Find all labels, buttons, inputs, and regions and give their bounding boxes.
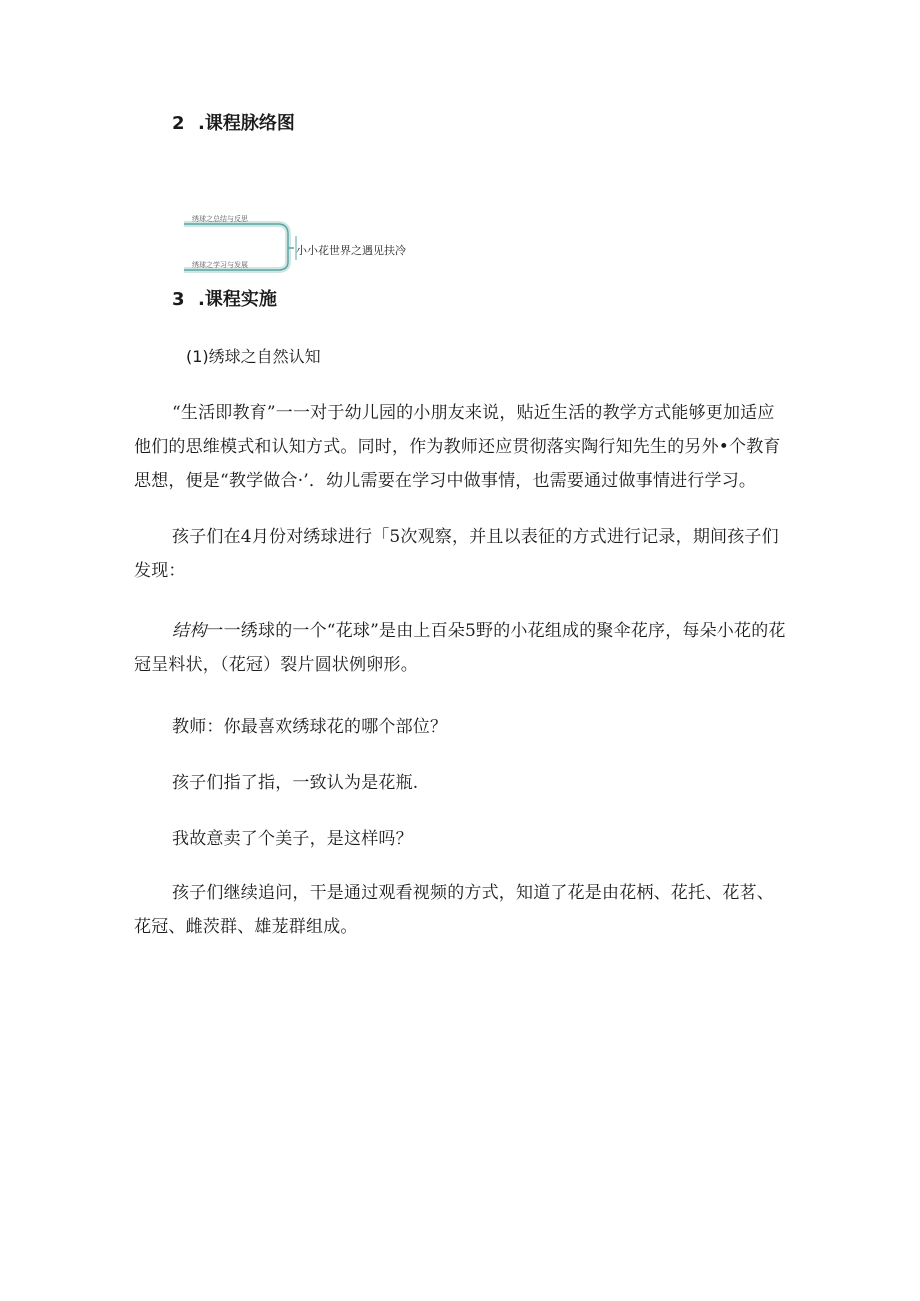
section-3-title: .课程实施	[198, 289, 277, 310]
diagram-center-node: 小小花世界之遇见扶冷	[296, 244, 406, 257]
structure-lead: 结构	[172, 621, 207, 641]
structure-text: 一一绣球的一个“花球”是由上百朵5野的小花组成的聚伞花序，每朵小花的花冠呈料状，（花冠）裂片圆状例卵形。	[134, 621, 786, 675]
paragraph-teacher-tease: 我故意卖了个美子，是这样吗？	[172, 829, 413, 849]
diagram-branch-top: 绣球之总结与反思	[192, 215, 248, 223]
section-2-heading	[172, 112, 295, 136]
subsection-1-heading: (1)绣球之自然认知	[186, 347, 321, 366]
paragraph-structure	[134, 614, 790, 682]
paragraph-life-education: “生活即教育”一一对于幼儿园的小朋友来说，贴近生活的教学方式能够更加适应他们的思维模式和认知方式。同时，作为教师还应贯彻落实陶行知先生的另外•个教育思想，便是“教学做合·’．幼儿需要在学习中做事情，也需要通过做事情进行学习。	[134, 403, 781, 491]
paragraph-observation: 孩子们在4月份对绣球进行「5次观察，并且以表征的方式进行记录，期间孩子们发现：	[134, 527, 779, 581]
paragraph-children-follow-up: 孩子们继续追问，干是通过观看视频的方式，知道了花是由花柄、花托、花茗、花冠、雌茨群、雄茏群组成。	[134, 883, 774, 937]
section-3-number: 3	[172, 289, 185, 310]
paragraph-teacher-question: 教师：你最喜欢绣球花的哪个部位？	[172, 717, 448, 737]
section-2-number: 2	[172, 113, 185, 134]
course-context-diagram	[182, 208, 422, 278]
paragraph-children-point: 孩子们指了指，一致认为是花瓶.	[172, 773, 419, 793]
section-3-heading	[172, 288, 277, 312]
diagram-branch-bottom: 绣球之学习与发展	[192, 261, 248, 269]
section-2-title: .课程脉络图	[198, 113, 295, 134]
